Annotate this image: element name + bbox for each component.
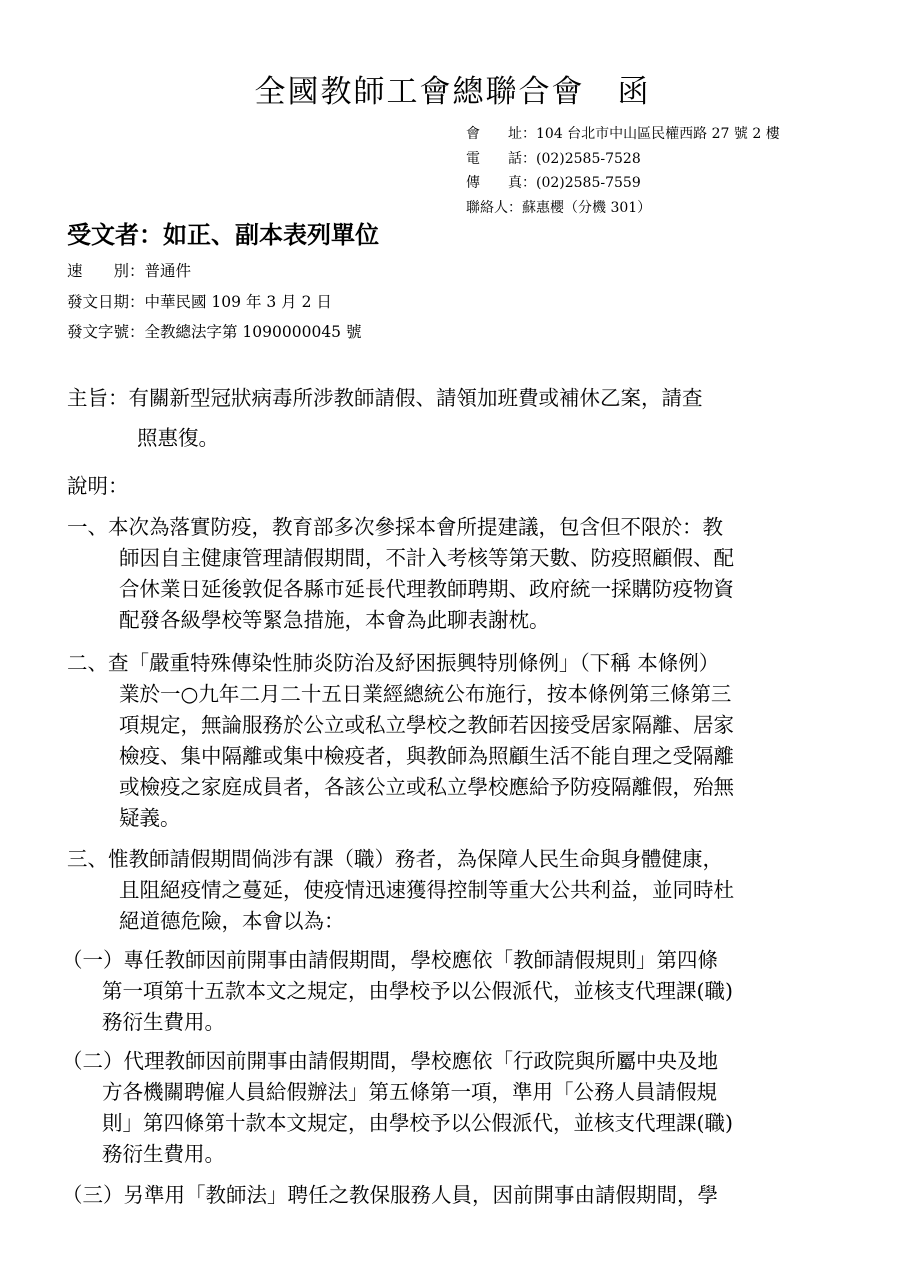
fax-value: (02)2585-7559	[536, 175, 641, 191]
address-label: 會 址：	[466, 126, 536, 142]
address-row	[466, 122, 780, 147]
sub-item-2	[62, 1046, 733, 1170]
document-title: 全國教師工會總聯合會 函	[254, 74, 651, 110]
contact-block	[466, 122, 780, 220]
paragraph-line: 二、查「嚴重特殊傳染性肺炎防治及紓困振興特別條例」（下稱 本條例）	[67, 651, 720, 675]
paragraph-line: （三）另準用「教師法」聘任之教保服務人員，因前開事由請假期間，學	[62, 1183, 718, 1207]
paragraph-line: 則」第四條第十款本文規定，由學校予以公假派代，並核支代理課(職)	[102, 1111, 733, 1135]
explanation-label: 說明：	[67, 474, 129, 498]
issue-date: 發文日期：中華民國 109 年 3 月 2 日	[67, 292, 332, 311]
paragraph-line: 絕道德危險，本會以為：	[119, 909, 345, 933]
paragraph-line: （一）專任教師因前開事由請假期間，學校應依「教師請假規則」第四條	[62, 948, 718, 972]
paragraph-line: 疑義。	[119, 806, 181, 830]
paragraph-line: 合休業日延後敦促各縣市延長代理教師聘期、政府統一採購防疫物資	[119, 577, 734, 601]
phone-label: 電 話：	[466, 150, 536, 167]
recipient-line: 受文者：如正、副本表列單位	[67, 220, 379, 249]
address-value: 104 台北市中山區民權西路 27 號 2 樓	[536, 126, 780, 142]
paragraph-line: （二）代理教師因前開事由請假期間，學校應依「行政院與所屬中央及地	[62, 1049, 718, 1073]
contact-person-value: 蘇惠櫻（分機 301）	[522, 199, 652, 216]
paragraph-line: 三、惟教師請假期間倘涉有課（職）務者，為保障人民生命與身體健康，	[67, 847, 723, 871]
paragraph-line: 第一項第十五款本文之規定，由學校予以公假派代，並核支代理課(職)	[102, 979, 733, 1003]
paragraph-line: 方各機關聘僱人員給假辦法」第五條第一項，準用「公務人員請假規	[102, 1080, 717, 1104]
delivery-speed: 速 別：普通件	[67, 262, 192, 280]
paragraph-line: 配發各級學校等緊急措施，本會為此聊表謝枕。	[119, 608, 550, 632]
paragraph-line: 項規定，無論服務於公立或私立學校之教師若因接受居家隔離、居家	[119, 713, 734, 737]
explanation-item-1	[67, 512, 734, 636]
explanation-item-2	[67, 648, 734, 834]
paragraph-line: 或檢疫之家庭成員者，各該公立或私立學校應給予防疫隔離假，殆無	[119, 775, 734, 799]
sub-item-1	[62, 945, 733, 1038]
meta-block	[67, 256, 361, 348]
paragraph-line: 師因自主健康管理請假期間，不計入考核等第天數、防疫照顧假、配	[119, 546, 734, 570]
phone-row	[466, 147, 780, 172]
explanation-item-3	[67, 844, 734, 937]
paragraph-line: 一、本次為落實防疫，教育部多次參採本會所提建議，包含但不限於：教	[67, 515, 723, 539]
fax-label: 傳 真：	[466, 175, 536, 191]
paragraph-line: 業於一○九年二月二十五日業經總統公布施行，按本條例第三條第三	[119, 682, 732, 706]
paragraph-line: 檢疫、集中隔離或集中檢疫者，與教師為照顧生活不能自理之受隔離	[119, 744, 734, 768]
subject-line: 主旨：有關新型冠狀病毒所涉教師請假、請領加班費或補休乙案，請查	[67, 386, 703, 410]
contact-person-label: 聯絡人：	[466, 199, 522, 216]
fax-row	[466, 171, 780, 196]
subject-paragraph	[67, 378, 703, 458]
document-number: 發文字號：全教總法字第 1090000045 號	[67, 323, 362, 341]
paragraph-line: 務衍生費用。	[102, 1142, 225, 1166]
paragraph-line: 且阻絕疫情之蔓延，使疫情迅速獲得控制等重大公共利益，並同時杜	[119, 878, 734, 902]
sub-item-3	[62, 1180, 718, 1211]
phone-value: (02)2585-7528	[536, 150, 641, 167]
paragraph-line: 務衍生費用。	[102, 1010, 225, 1034]
contact-person-row	[466, 196, 780, 221]
subject-line: 照惠復。	[137, 426, 219, 450]
